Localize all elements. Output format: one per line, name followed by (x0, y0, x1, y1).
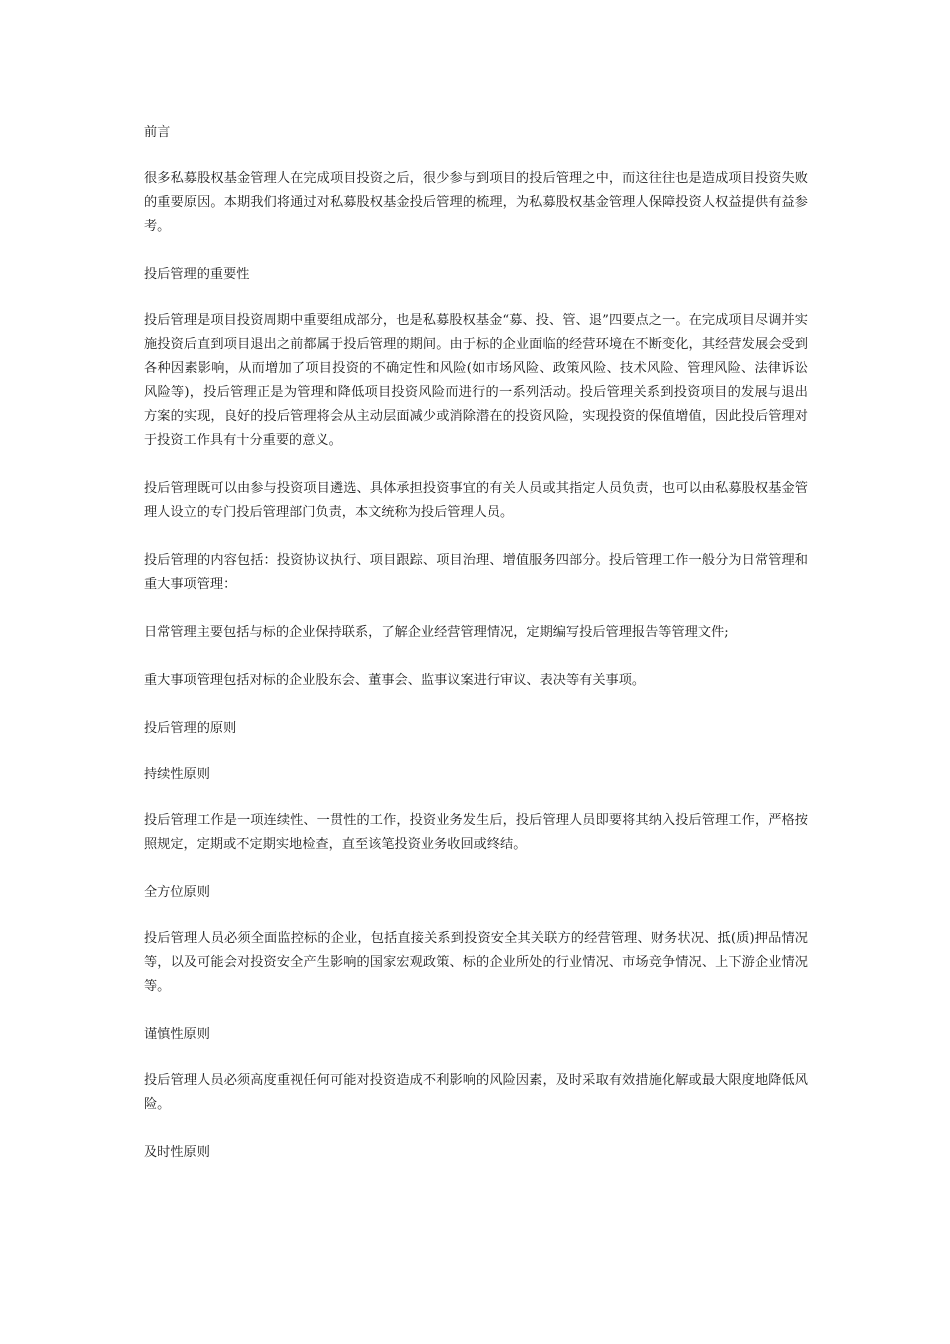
section-heading-preface: 前言 (144, 125, 171, 140)
paragraph-prudence: 投后管理人员必须高度重视任何可能对投资造成不利影响的风险因素，及时采取有效措施化解或最大限度地降低风险。 (144, 1073, 808, 1112)
subheading-prudence: 谨慎性原则 (144, 1027, 210, 1042)
paragraph-daily-management: 日常管理主要包括与标的企业保持联系，了解企业经营管理情况，定期编写投后管理报告等管理文件; (144, 625, 729, 640)
section-heading-principles: 投后管理的原则 (144, 721, 237, 736)
subheading-comprehensive: 全方位原则 (144, 885, 210, 900)
paragraph-continuity: 投后管理工作是一项连续性、一贯性的工作，投资业务发生后，投后管理人员即要将其纳入投后管理工作，严格按照规定，定期或不定期实地检查，直至该笔投资业务收回或终结。 (144, 813, 808, 852)
subheading-continuity: 持续性原则 (144, 767, 210, 782)
paragraph-preface: 很多私募股权基金管理人在完成项目投资之后，很少参与到项目的投后管理之中，而这往往也是造成项目投资失败的重要原因。本期我们将通过对私募股权基金投后管理的梳理，为私募股权基金管理人保障投资人权益提供有益参考。 (144, 171, 808, 234)
paragraph-content-scope: 投后管理的内容包括：投资协议执行、项目跟踪、项目治理、增值服务四部分。投后管理工作一般分为日常管理和重大事项管理： (144, 553, 808, 592)
paragraph-comprehensive: 投后管理人员必须全面监控标的企业，包括直接关系到投资安全其关联方的经营管理、财务状况、抵(质)押品情况等，以及可能会对投资安全产生影响的国家宏观政策、标的企业所处的行业情况、市场竞争情况、上下游企业情况等。 (144, 931, 808, 994)
section-heading-importance: 投后管理的重要性 (144, 267, 250, 282)
subheading-timeliness: 及时性原则 (144, 1145, 210, 1160)
paragraph-major-matters: 重大事项管理包括对标的企业股东会、董事会、监事议案进行审议、表决等有关事项。 (144, 673, 646, 688)
document-body (144, 121, 808, 1187)
paragraph-importance: 投后管理是项目投资周期中重要组成部分，也是私募股权基金“募、投、管、退”四要点之一。在完成项目尽调并实施投资后直到项目退出之前都属于投后管理的期间。由于标的企业面临的经营环境在不断变化，其经营发展会受到各种因素影响，从而增加了项目投资的不确定性和风险(如市场风险、政策风险、技术风险、管理风险、法律诉讼风险等)，投后管理正是为管理和降低项目投资风险而进行的一系列活动。投后管理关系到投资项目的发展与退出方案的实现，良好的投后管理将会从主动层面减少或消除潜在的投资风险，实现投资的保值增值，因此投后管理对于投资工作具有十分重要的意义。 (144, 313, 808, 448)
paragraph-responsible-party: 投后管理既可以由参与投资项目遴选、具体承担投资事宜的有关人员或其指定人员负责，也可以由私募股权基金管理人设立的专门投后管理部门负责，本文统称为投后管理人员。 (144, 481, 808, 520)
